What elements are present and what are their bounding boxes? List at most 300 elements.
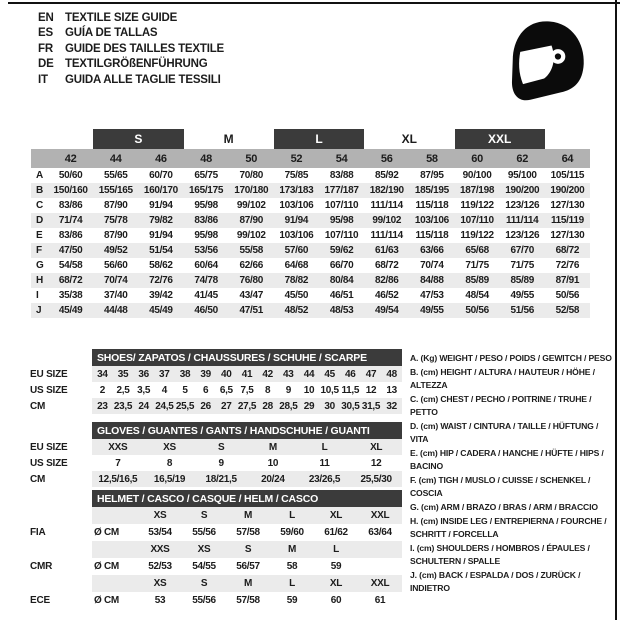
helmet-cell: 59 [330,561,342,572]
measure-value: 58/62 [149,260,173,271]
gloves-table-row [92,455,402,471]
measure-value: 45/49 [138,303,183,318]
helmet-cell: 63/64 [368,527,392,538]
legend-item: A. (Kg) WEIGHT / PESO / POIDS / GEWITCH / PESO [410,353,612,363]
frame-top-border [8,2,620,4]
shoes-cell: 28,5 [279,400,298,412]
measure-value: 37/40 [103,290,128,301]
shoes-side-labels [30,349,92,414]
gloves-cell: 12,5/16,5 [98,473,138,485]
legend-item: B. (cm) HEIGHT / ALTURA / HAUTEUR / HÖHE / ALTEZZA [410,367,595,390]
measure-value: 65/75 [194,170,218,181]
measure-value: 83/86 [184,213,229,228]
helmet-size-header: XL [329,510,343,521]
shoes-cell: 44 [303,368,315,380]
helmet-cell: 57/58 [236,527,260,538]
measure-value: 53/56 [184,243,229,258]
main-size-table [31,129,590,318]
side-spacer [30,541,92,558]
legend-item: H. (cm) INSIDE LEG / ENTREPIERNA / FOURCHE / SCHRITT / FORCELLA [410,516,607,539]
size-col-header: 54 [319,149,364,168]
legend-item: F. (cm) TIGH / MUSLO / CUISSE / SCHENKEL / COSCIA [410,475,591,498]
measure-value: 187/198 [455,183,500,198]
helmet-cell: 53/54 [148,527,172,538]
helmet-block [30,490,402,609]
measure-value: 87/90 [103,230,128,241]
measure-value: 107/110 [455,213,500,228]
measure-value: 177/187 [319,183,364,198]
shoes-table-row [92,382,402,398]
shoes-cell: 10,5 [320,384,339,396]
gloves-cell: XS [163,441,176,453]
measure-value: 57/60 [274,243,319,258]
shoes-cell: 34 [97,368,108,380]
language-item [38,72,224,88]
side-spacer [30,422,92,439]
measure-row-label: I [36,290,39,301]
measure-value: 46/51 [329,290,354,301]
measure-value: 85/89 [455,273,500,288]
measure-value: 85/92 [374,170,399,181]
helmet-cell: 55/56 [192,527,216,538]
gloves-cell: 18/21,5 [205,473,237,485]
measure-value: 91/94 [149,230,173,241]
shoes-cell: 39 [200,368,211,380]
measure-value: 79/82 [138,213,183,228]
shoes-cell: 2 [99,384,105,396]
size-col-header: 52 [274,149,319,168]
measure-value: 50/56 [555,290,580,301]
shoes-cell: 43 [283,368,294,380]
size-group-l: L [274,129,364,149]
helmet-cell: 54/55 [192,561,216,572]
measure-value: 46/50 [184,303,229,318]
shoes-cell: 42 [262,368,273,380]
legend-item: D. (cm) WAIST / CINTURA / TAILLE / HÜFTUNG / VITA [410,421,599,444]
measure-value: 150/160 [48,183,93,198]
measure-row-label: A [36,170,43,181]
shoes-cell: 12 [365,384,377,396]
measure-value: 48/53 [319,303,364,318]
gloves-cell: 8 [166,457,173,469]
language-code: EN [38,11,54,24]
helmet-size-header [358,541,402,558]
measure-value: 50/56 [455,303,500,318]
measure-value: 49/55 [409,303,454,318]
measure-value: 99/102 [364,213,409,228]
gloves-cell: 23/26,5 [308,473,341,485]
gloves-block [30,422,402,487]
shoes-cell: 13 [386,384,397,396]
helmet-size-header: L [333,544,339,555]
shoes-cell: 47 [365,368,377,380]
measure-value: 115/118 [415,200,449,211]
helmet-size-header: M [243,510,253,521]
shoes-cell: 6 [203,384,209,396]
helmet-cell: 59 [286,595,298,606]
measure-value: 123/126 [505,230,540,241]
shoes-cell: 24,5 [155,400,174,412]
helmet-table [92,490,402,609]
shoes-row-label: EU SIZE [30,368,68,380]
measure-value: 72/76 [138,273,183,288]
measure-value: 78/82 [274,273,319,288]
measure-value: 74/78 [184,273,229,288]
measure-value: 111/114 [370,230,403,241]
measure-value: 44/48 [93,303,138,318]
helmet-cell: 55/56 [192,595,216,606]
measure-value: 70/74 [420,260,444,271]
shoes-cell: 36 [138,368,149,380]
language-label: GUIDE DES TAILLES TEXTILE [65,42,224,55]
measure-value: 119/122 [460,200,494,211]
measure-value: 39/42 [149,290,173,301]
shoes-row-label: US SIZE [30,384,68,396]
shoes-table-row [92,398,402,414]
measure-value: 107/110 [324,230,359,241]
shoes-cell: 23 [97,400,108,412]
measure-value: 55/65 [103,170,128,181]
helmet-standard-label: CMR [30,561,53,572]
shoes-cell: 27 [221,400,232,412]
gloves-row-label: US SIZE [30,457,68,469]
helmet-size-header: XXL [370,510,390,521]
measure-value: 60/70 [149,170,173,181]
measure-value: 35/38 [58,290,83,301]
helmet-sizes-row [92,575,402,592]
measure-value: 105/115 [550,170,585,181]
measure-row-label: B [31,183,48,198]
measure-value: 71/75 [510,260,534,271]
shoes-cell: 28 [262,400,273,412]
gloves-table-title: GLOVES / GUANTES / GANTS / HANDSCHUHE / GUANTI [92,422,402,439]
measure-value: 119/122 [460,230,494,241]
measure-value: 75/78 [93,213,138,228]
measure-value: 99/102 [236,200,266,211]
gloves-cell: 12 [370,457,382,469]
shoes-cell: 26 [200,400,211,412]
helmet-sizes-row [92,541,402,558]
shoes-cell: 27,5 [237,400,257,412]
measure-value: 83/86 [58,230,83,241]
shoes-cell: 11,5 [341,384,360,396]
shoes-cell: 41 [241,368,253,380]
gloves-cell: 9 [218,457,224,469]
helmet-size-header: XS [197,544,211,555]
language-code: DE [38,58,54,71]
measure-value: 49/54 [364,303,409,318]
shoes-cell: 29 [303,400,315,412]
shoes-block [30,349,402,414]
measure-value: 80/84 [319,273,364,288]
measure-value: 52/58 [545,303,590,318]
size-group-xl: XL [401,132,417,146]
legend-item: C. (cm) CHEST / PECHO / POITRINE / TRUHE / PETTO [410,394,592,417]
helmet-cell: 58 [286,561,298,572]
helmet-cell: 59/60 [280,527,304,538]
size-col-spacer [31,149,48,168]
measure-value: 63/66 [409,243,454,258]
measure-value: 61/63 [364,243,409,258]
helmet-values-row [92,558,402,575]
measure-row-label: H [31,273,48,288]
measure-row-label: J [31,303,48,318]
measure-value: 115/118 [415,230,449,241]
language-item [38,57,224,73]
measure-value: 72/76 [555,260,580,271]
side-spacer [30,349,92,366]
measure-value: 41/45 [194,290,218,301]
shoes-cell: 37 [159,368,170,380]
gloves-cell: 7 [115,457,121,469]
shoes-cell: 31,5 [361,400,381,412]
size-col-header: 58 [409,149,454,168]
measure-value: 160/170 [138,183,183,198]
legend-item: J. (cm) BACK / ESPALDA / DOS / ZURÜCK / INDIETRO [410,570,581,593]
gloves-table-row [92,439,402,455]
helmet-values-row [92,524,402,541]
gloves-row-label: EU SIZE [30,441,68,453]
size-col-header: 42 [48,149,93,168]
measure-value: 95/98 [194,230,218,241]
measure-value: 43/47 [239,290,263,301]
shoes-cell: 38 [179,368,191,380]
language-code: ES [38,27,53,40]
measure-value: 190/200 [545,183,590,198]
language-list [38,10,224,88]
shoes-cell: 10 [303,384,315,396]
measure-value: 62/66 [239,260,263,271]
measure-row-label: F [31,243,48,258]
gloves-cell: L [321,441,328,453]
helmet-size-header: S [200,510,208,521]
measure-value: 127/130 [550,200,585,211]
size-group-xxl: XXL [455,129,545,149]
gloves-cell: 10 [267,457,279,469]
helmet-standard-label: FIA [30,527,46,538]
measure-value: 87/90 [103,200,128,211]
measure-row-label: E [36,230,43,241]
empty-cell [92,541,138,558]
measure-value: 45/50 [284,290,309,301]
measure-value: 56/60 [103,260,128,271]
legend-item: G. (cm) ARM / BRAZO / BRAS / ARM / BRACCIO [410,502,598,512]
shoes-cell: 9 [285,384,291,396]
helmet-cell: 61/62 [324,527,348,538]
size-col-header: 60 [455,149,500,168]
language-label: TEXTILE SIZE GUIDE [65,11,178,24]
measure-value: 173/183 [274,183,319,198]
diameter-unit-label: Ø CM [94,595,119,606]
helmet-size-header: S [200,578,208,589]
size-col-header: 64 [545,149,590,168]
measure-value: 50/60 [58,170,83,181]
gloves-cell: XXS [108,441,128,453]
helmet-table-title: HELMET / CASCO / CASQUE / HELM / CASCO [92,490,402,507]
helmet-size-header: M [243,578,253,589]
measure-value: 190/200 [500,183,545,198]
size-group-m: M [223,132,234,146]
gloves-table [92,422,402,487]
helmet-size-header: L [289,578,295,589]
measure-value: 51/56 [500,303,545,318]
shoes-cell: 3,5 [137,384,151,396]
gloves-side-labels [30,422,92,487]
shoes-cell: 30,5 [341,400,360,412]
legend-item: E. (cm) HIP / CADERA / HANCHE / HÜFTE / HIPS / BACINO [410,448,604,471]
measure-value: 71/74 [48,213,93,228]
measure-value: 71/75 [465,260,489,271]
shoes-table-title: SHOES/ ZAPATOS / CHAUSSURES / SCHUHE / SCARPE [92,349,402,366]
diameter-unit-label: Ø CM [94,527,119,538]
shoes-table [92,349,402,414]
helmet-cell: 56/57 [236,561,260,572]
helmet-size-header: M [287,544,297,555]
helmet-cell: 52/53 [148,561,172,572]
empty-cell [92,507,138,524]
measure-value: 95/100 [507,170,537,181]
helmet-cell [358,558,402,575]
shoes-cell: 45 [324,368,335,380]
measure-value: 111/114 [370,200,403,211]
measure-value: 46/52 [374,290,399,301]
legend-item: I. (cm) SHOULDERS / HOMBROS / ÉPAULES / SCHULTERN / SPALLE [410,543,590,566]
shoes-cell: 35 [117,368,129,380]
helmet-cell: 60 [330,595,342,606]
helmet-size-header: XXL [370,578,390,589]
shoes-cell: 24 [138,400,149,412]
measure-value: 49/55 [510,290,534,301]
measure-value: 182/190 [364,183,409,198]
measure-value: 65/68 [455,243,500,258]
measure-value: 75/85 [284,170,309,181]
measure-value: 59/62 [319,243,364,258]
measure-value: 85/89 [500,273,545,288]
size-col-header: 50 [229,149,274,168]
measure-value: 84/88 [409,273,454,288]
gloves-cell: XL [370,441,383,453]
measure-value: 47/53 [420,290,444,301]
language-label: GUÍA DE TALLAS [65,27,158,40]
measure-value: 87/91 [545,273,590,288]
gloves-cell: 16,5/19 [153,473,186,485]
measure-value: 165/175 [184,183,229,198]
measure-value: 83/86 [58,200,83,211]
helmet-cell: 61 [374,595,386,606]
measure-value: 76/80 [229,273,274,288]
shoes-cell: 2,5 [116,384,130,396]
measure-value: 68/72 [374,260,399,271]
helmet-size-header: XS [153,578,167,589]
measure-value: 107/110 [324,200,359,211]
measure-value: 48/52 [274,303,319,318]
helmet-size-header: XXS [150,544,170,555]
size-col-header: 46 [138,149,183,168]
shoes-cell: 48 [386,368,397,380]
measure-value: 91/94 [274,213,319,228]
helmet-size-header: XL [329,578,343,589]
measure-value: 111/114 [500,213,545,228]
size-col-header: 62 [500,149,545,168]
shoes-cell: 8 [265,384,271,396]
measure-value: 68/72 [545,243,590,258]
helmet-size-header: XS [153,510,167,521]
measure-value: 155/165 [93,183,138,198]
helmet-size-header: S [244,544,252,555]
measure-value: 87/90 [229,213,274,228]
measure-value: 82/86 [364,273,409,288]
measure-value: 127/130 [550,230,585,241]
measure-value: 87/95 [420,170,444,181]
measure-value: 70/74 [93,273,138,288]
gloves-row-label: CM [30,473,46,485]
language-item [38,41,224,57]
language-code: FR [38,42,53,55]
measure-value: 185/195 [409,183,454,198]
measure-value: 90/100 [462,170,492,181]
gloves-cell: S [217,441,225,453]
language-label: GUIDA ALLE TAGLIE TESSILI [65,73,221,86]
measure-value: 95/98 [319,213,364,228]
language-item [38,26,224,42]
shoes-cell: 6,5 [219,384,233,396]
shoes-table-row [92,366,402,382]
measure-value: 45/49 [48,303,93,318]
measure-value: 55/58 [229,243,274,258]
helmet-sizes-row [92,507,402,524]
gloves-cell: 11 [319,457,330,469]
gloves-cell: 25,5/30 [360,473,392,485]
measure-value: 68/72 [48,273,93,288]
measure-value: 51/54 [138,243,183,258]
measure-value: 103/106 [409,213,454,228]
side-spacer [30,575,92,592]
shoes-cell: 25,5 [175,400,195,412]
shoes-cell: 30 [324,400,335,412]
measure-value: 60/64 [194,260,218,271]
shoes-cell: 5 [182,384,188,396]
helmet-cell: 53 [154,595,166,606]
helmet-side-labels [30,490,92,609]
size-group-spacer [31,129,93,149]
side-spacer [30,490,92,524]
helmet-standard-label: ECE [30,595,50,606]
helmet-values-row [92,592,402,609]
measure-value: 170/180 [229,183,274,198]
measure-row-label: D [31,213,48,228]
shoes-cell: 4 [161,384,167,396]
shoes-cell: 23,5 [113,400,133,412]
helmet-size-header: L [289,510,295,521]
shoes-cell: 32 [386,400,397,412]
measure-value: 67/70 [500,243,545,258]
measure-value: 70/80 [239,170,263,181]
size-col-header: 56 [364,149,409,168]
measure-value: 91/94 [149,200,173,211]
gloves-cell: 20/24 [261,473,285,485]
measure-value: 103/106 [279,230,314,241]
size-group-spacer [545,129,590,149]
measure-value: 103/106 [279,200,314,211]
size-col-header: 48 [184,149,229,168]
language-code: IT [38,73,48,86]
measure-value: 123/126 [505,200,540,211]
measure-value: 95/98 [194,200,218,211]
measure-value: 83/88 [329,170,354,181]
helmet-icon-svg [500,16,592,108]
helmet-icon [500,16,592,108]
measure-value: 48/54 [465,290,489,301]
